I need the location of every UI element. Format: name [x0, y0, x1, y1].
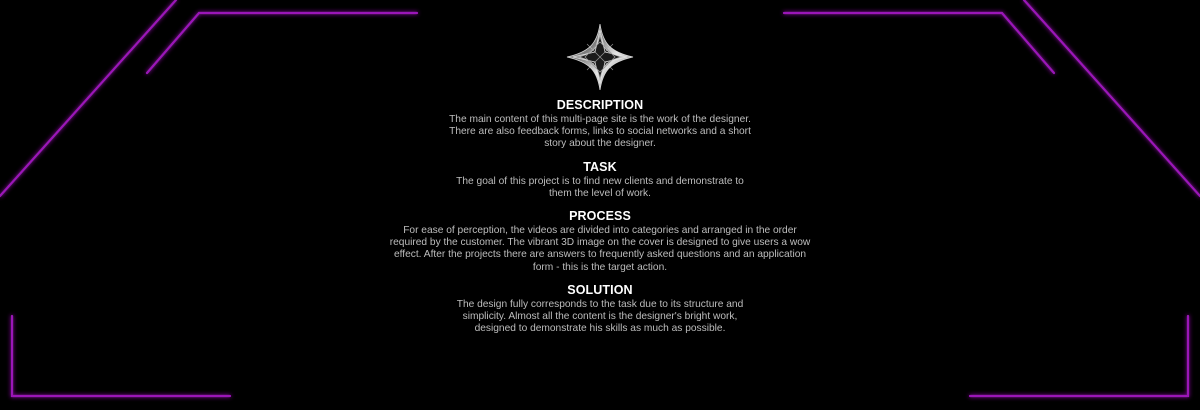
frame-line-top-right-inner — [784, 13, 1054, 73]
solution-line: simplicity. Almost all the content is the designer's bright work, — [462, 311, 738, 323]
process-text — [380, 225, 820, 274]
process-section — [360, 209, 840, 274]
description-line: story about the designer. — [544, 138, 656, 150]
process-line: required by the customer. The vibrant 3D image on the cover is designed to give users a wow — [389, 237, 811, 249]
solution-line: The design fully corresponds to the task due to its structure and — [456, 298, 744, 310]
solution-line: designed to demonstrate his skills as much as possible. — [474, 323, 726, 335]
frame-line-bottom-left — [12, 316, 230, 396]
process-line: effect. After the projects there are answers to frequently asked questions and an application — [393, 249, 807, 261]
task-line: The goal of this project is to find new clients and demonstrate to — [456, 175, 744, 187]
solution-section — [360, 283, 840, 336]
process-heading: PROCESS — [569, 209, 631, 224]
solution-text — [450, 299, 750, 336]
description-text — [440, 114, 760, 151]
frame-line-top-right-outer — [1024, 0, 1200, 196]
crystal-star-icon — [565, 22, 635, 92]
description-heading: DESCRIPTION — [556, 98, 644, 112]
frame-line-bottom-right — [970, 316, 1188, 396]
process-line: For ease of perception, the videos are divided into categories and arranged in the order — [403, 225, 797, 237]
description-line: There are also feedback forms, links to social networks and a short — [449, 126, 751, 138]
task-line: them the level of work. — [549, 187, 651, 199]
process-line: form - this is the target action. — [532, 261, 668, 273]
task-heading: TASK — [583, 159, 617, 174]
task-text — [445, 176, 755, 200]
description-line: The main content of this multi-page site is the work of the designer. — [449, 114, 751, 125]
description-section — [360, 98, 840, 151]
frame-line-top-left-outer — [0, 0, 176, 196]
task-section — [360, 160, 840, 200]
project-info — [360, 98, 840, 344]
frame-line-top-left-inner — [147, 13, 417, 73]
solution-heading: SOLUTION — [567, 282, 633, 297]
